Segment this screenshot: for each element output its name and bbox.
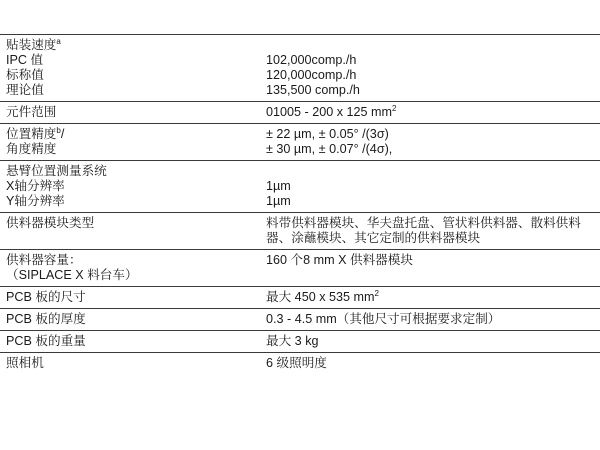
value-feeder-types: 料带供料器模块、华夫盘托盘、管状料供料器、散料供料器、涂蘸模块、其它定制的供料器模块 [266,216,581,245]
value-x-resolution: 1µm [266,179,291,193]
value-pcb-size: 最大 450 x 535 mm [266,290,375,304]
table-row-pcb-size [0,287,600,309]
row-label [0,38,266,98]
value-theoretical: 135,500 comp./h [266,83,360,97]
value-pcb-weight: 最大 3 kg [266,334,319,348]
label-feeder-trolley: （SIPLACE X 料台车） [6,268,138,282]
label-position-accuracy: 位置精度 [6,127,57,141]
footnote-marker: a [56,36,61,46]
table-row-pcb-weight [0,331,600,353]
label-x-resolution: X轴分辨率 [6,179,65,193]
table-row-pcb-thickness [0,309,600,331]
label-placement-speed: 贴装速度 [6,38,57,52]
table-row-measurement-system [0,161,600,213]
label-feeder-types: 供料器模块类型 [6,216,95,230]
row-value [266,38,600,98]
label-feeder-capacity: 供料器容量： [6,253,82,267]
table-row-camera [0,353,600,374]
table-row-component-range [0,102,600,124]
superscript-2: 2 [374,288,379,298]
label-pcb-size: PCB 板的尺寸 [6,290,86,304]
value-angle-accuracy: ± 30 µm, ± 0.07° /(4σ), [266,142,393,156]
label-measurement-system: 悬臂位置测量系统 [6,164,107,178]
label-nominal: 标称值 [6,68,44,82]
label-y-resolution: Y轴分辨率 [6,194,65,208]
label-ipc: IPC 值 [6,53,44,67]
label-angle-accuracy: 角度精度 [6,142,57,156]
value-camera: 6 级照明度 [266,356,327,370]
label-camera: 照相机 [6,356,44,370]
spec-table [0,34,600,374]
table-row-feeder-capacity [0,250,600,287]
value-nominal: 120,000comp./h [266,68,357,82]
value-ipc: 102,000comp./h [266,53,357,67]
footnote-marker: b [56,125,61,135]
label-pcb-thickness: PCB 板的厚度 [6,312,86,326]
label-separator: / [60,127,65,141]
value-component-range: 01005 - 200 x 125 mm [266,105,393,119]
label-theoretical: 理论值 [6,83,44,97]
label-component-range: 元件范围 [6,105,57,119]
value-position-accuracy: ± 22 µm, ± 0.05° /(3σ) [266,127,389,141]
value-pcb-thickness: 0.3 - 4.5 mm（其他尺寸可根据要求定制） [266,312,501,326]
table-row-feeder-types [0,213,600,250]
value-y-resolution: 1µm [266,194,291,208]
table-row-placement-speed [0,35,600,102]
superscript-2: 2 [392,103,397,113]
value-feeder-capacity: 160 个8 mm X 供料器模块 [266,253,413,267]
label-pcb-weight: PCB 板的重量 [6,334,86,348]
table-row-accuracy [0,124,600,161]
